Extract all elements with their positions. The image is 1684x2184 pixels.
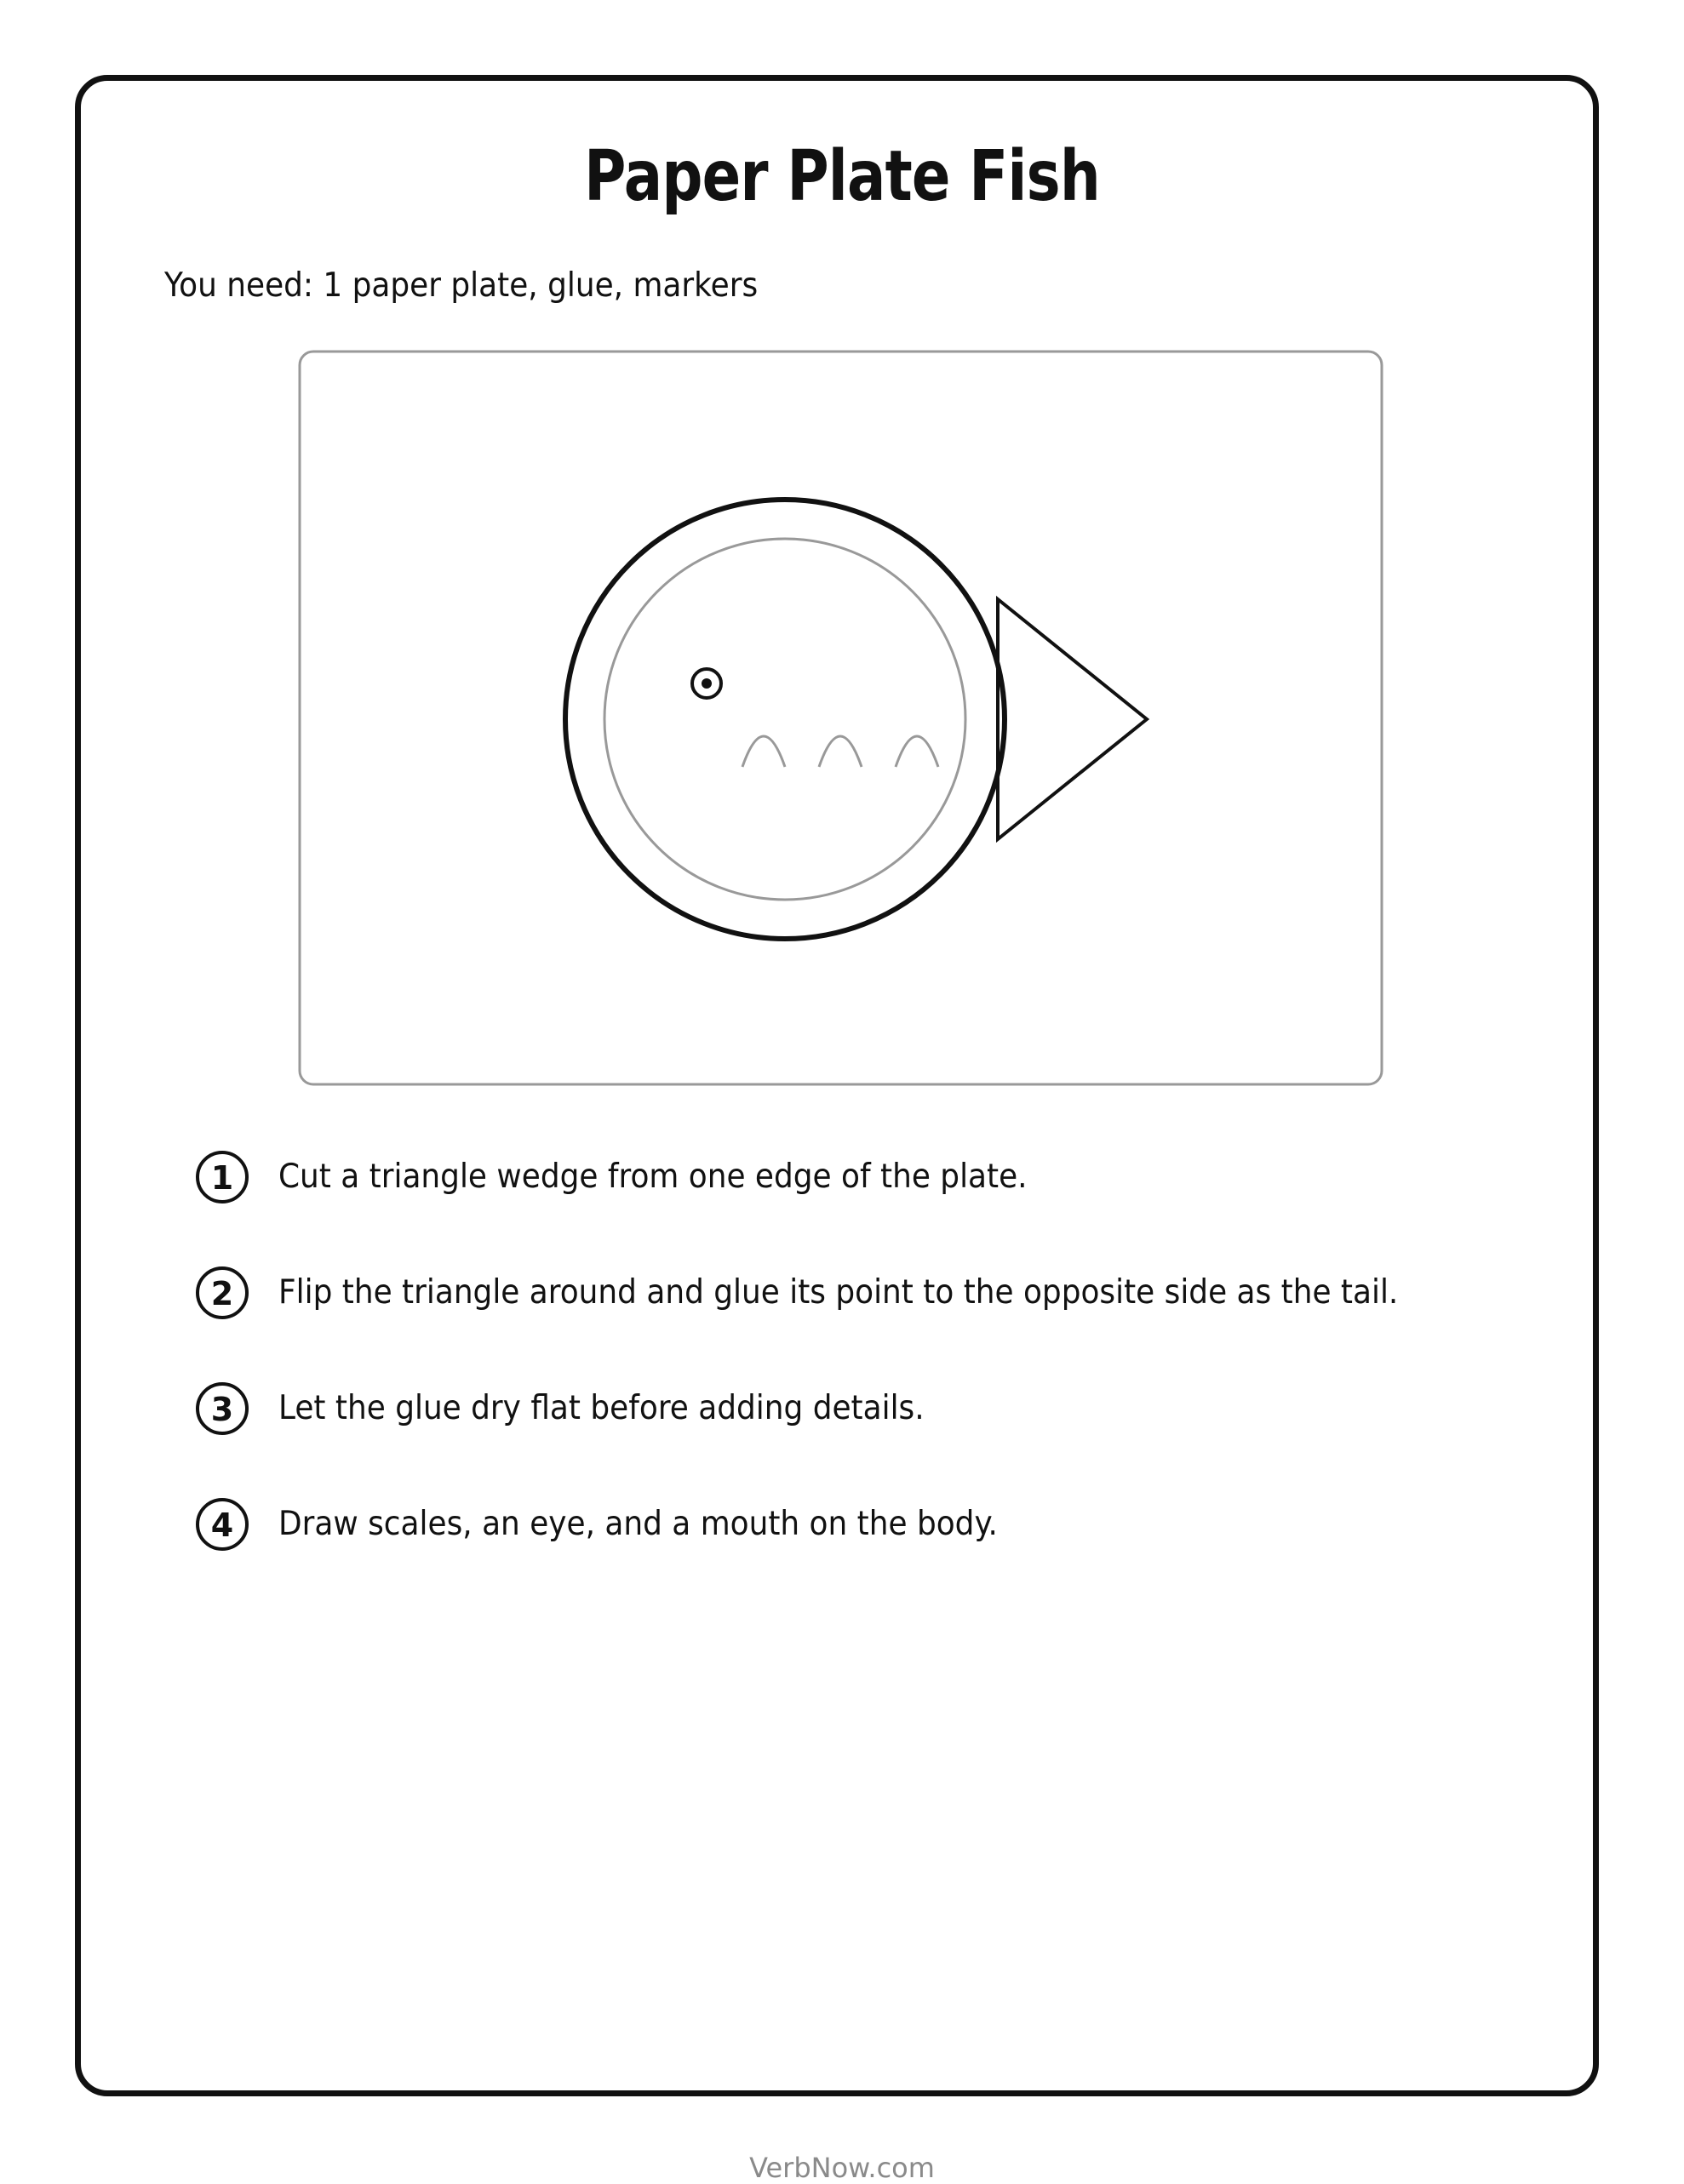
step-item: [196, 1498, 1558, 1558]
step-number-badge: 4: [196, 1498, 249, 1551]
step-number-badge: 3: [196, 1382, 249, 1435]
page-title: Paper Plate Fish: [584, 136, 1100, 217]
instruction-steps: [196, 1151, 1558, 1614]
footer-site-name: VerbNow.com: [749, 2152, 935, 2184]
step-text: Cut a triangle wedge from one edge of the plate.: [278, 1158, 1028, 1196]
fish-illustration: [298, 350, 1383, 1086]
step-text: Draw scales, an eye, and a mouth on the body.: [278, 1505, 998, 1543]
step-number-badge: 2: [196, 1266, 249, 1319]
step-number-badge: 1: [196, 1151, 249, 1203]
step-text: Flip the triangle around and glue its point to the opposite side as the tail.: [278, 1273, 1399, 1312]
step-item: [196, 1266, 1558, 1326]
step-item: [196, 1151, 1558, 1210]
step-item: [196, 1382, 1558, 1442]
step-text: Let the glue dry flat before adding details.: [278, 1389, 925, 1427]
illustration-box: [300, 352, 1382, 1084]
materials-list: You need: 1 paper plate, glue, markers: [164, 266, 759, 305]
